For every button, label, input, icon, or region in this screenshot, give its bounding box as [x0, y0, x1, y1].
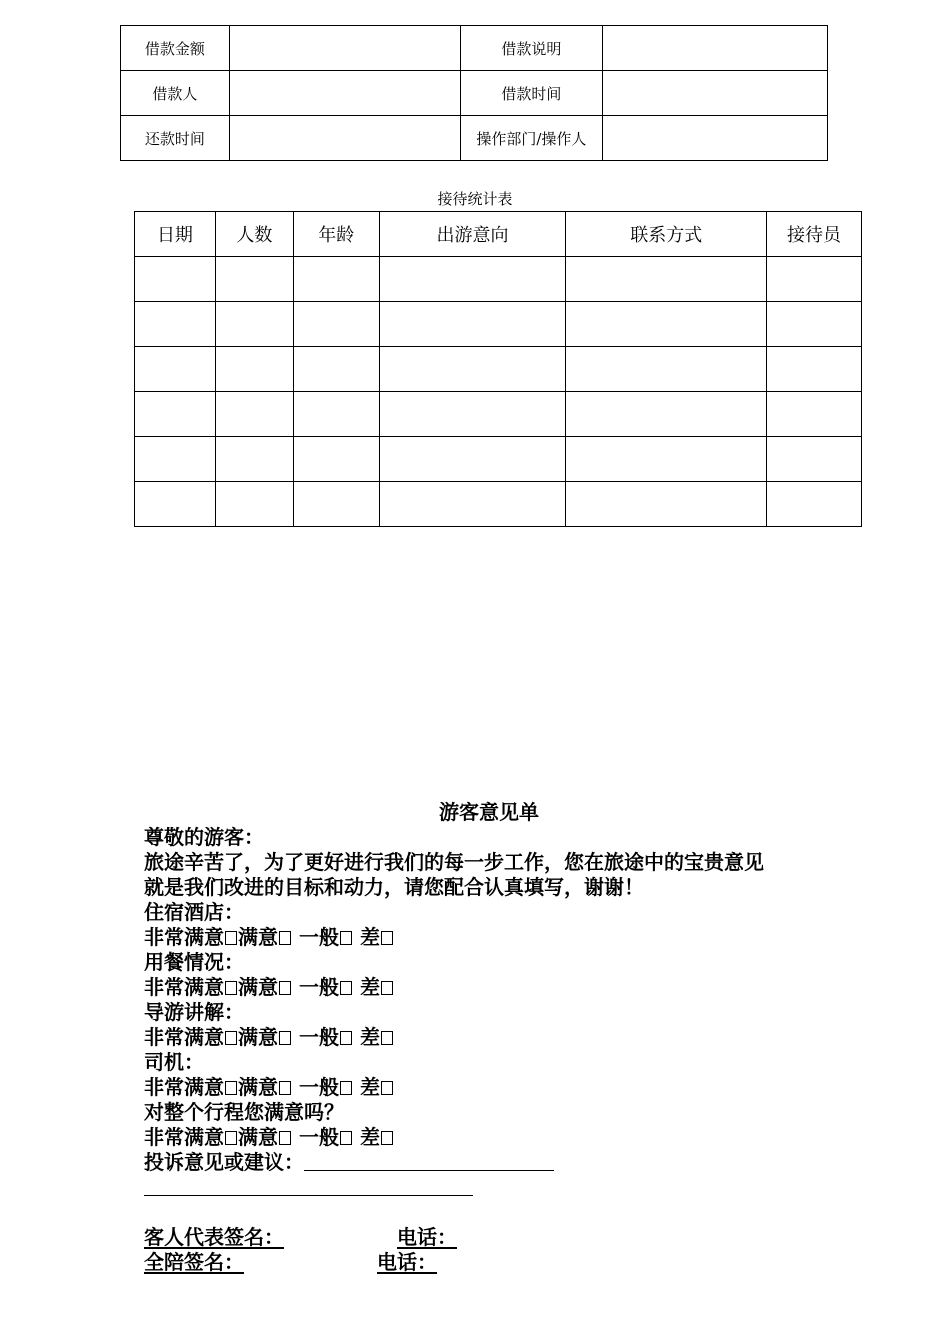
option-poor-checkbox[interactable]	[381, 981, 393, 995]
table-cell[interactable]	[767, 257, 862, 302]
option-average-checkbox[interactable]	[340, 1081, 352, 1095]
rating-options	[144, 1125, 864, 1150]
rating-options	[144, 1075, 864, 1100]
table-cell[interactable]	[767, 302, 862, 347]
table-header-row	[135, 212, 862, 257]
option-satisfied-label: 满意	[238, 975, 278, 999]
table-cell[interactable]	[215, 257, 293, 302]
table-cell[interactable]	[566, 347, 767, 392]
table-row	[135, 392, 862, 437]
table-cell[interactable]	[767, 392, 862, 437]
option-poor-label: 差	[359, 1075, 380, 1099]
table-cell[interactable]	[566, 437, 767, 482]
column-header-date: 日期	[135, 212, 216, 257]
rep-signature-input[interactable]	[284, 1226, 397, 1246]
option-average-label: 一般	[298, 925, 339, 949]
column-header-people: 人数	[215, 212, 293, 257]
table-cell[interactable]	[293, 347, 379, 392]
option-very-satisfied-label: 非常满意	[144, 1125, 224, 1149]
option-average-label: 一般	[298, 1125, 339, 1149]
option-average-checkbox[interactable]	[340, 1131, 352, 1145]
option-satisfied-checkbox[interactable]	[279, 1081, 291, 1095]
option-very-satisfied-checkbox[interactable]	[225, 1031, 237, 1045]
column-header-contact: 联系方式	[566, 212, 767, 257]
borrower-field[interactable]	[229, 71, 460, 116]
reception-table-title: 接待统计表	[437, 190, 513, 208]
table-cell[interactable]	[135, 392, 216, 437]
option-very-satisfied-label: 非常满意	[144, 1075, 224, 1099]
guide-signature-label: 全陪签名：	[144, 1250, 244, 1274]
rep-signature-label: 客人代表签名：	[144, 1225, 284, 1249]
table-cell[interactable]	[767, 347, 862, 392]
option-very-satisfied-checkbox[interactable]	[225, 981, 237, 995]
table-cell[interactable]	[135, 347, 216, 392]
borrower-label: 借款人	[121, 71, 230, 116]
feedback-form	[144, 800, 864, 1275]
option-average-label: 一般	[298, 975, 339, 999]
table-cell[interactable]	[215, 482, 293, 527]
rep-signature-row	[144, 1225, 864, 1250]
question-label: 住宿酒店：	[144, 900, 244, 924]
option-satisfied-checkbox[interactable]	[279, 981, 291, 995]
option-satisfied-label: 满意	[238, 1125, 278, 1149]
reception-table	[134, 211, 862, 527]
column-header-intent: 出游意向	[379, 212, 566, 257]
option-poor-checkbox[interactable]	[381, 931, 393, 945]
loan-amount-field[interactable]	[229, 26, 460, 71]
table-row	[135, 257, 862, 302]
table-cell[interactable]	[135, 482, 216, 527]
feedback-title: 游客意见单	[439, 800, 539, 824]
table-row	[121, 26, 828, 71]
column-header-receptionist: 接待员	[767, 212, 862, 257]
table-row	[121, 71, 828, 116]
operator-field[interactable]	[603, 116, 828, 161]
table-cell[interactable]	[135, 302, 216, 347]
table-cell[interactable]	[379, 257, 566, 302]
option-satisfied-checkbox[interactable]	[279, 931, 291, 945]
loan-amount-label: 借款金额	[121, 26, 230, 71]
table-cell[interactable]	[293, 482, 379, 527]
option-average-label: 一般	[298, 1025, 339, 1049]
phone-label: 电话：	[397, 1225, 457, 1249]
table-cell[interactable]	[215, 302, 293, 347]
option-satisfied-label: 满意	[238, 1025, 278, 1049]
operator-label: 操作部门/操作人	[460, 116, 603, 161]
rep-phone-input[interactable]	[457, 1226, 549, 1246]
repayment-time-field[interactable]	[229, 116, 460, 161]
table-row	[135, 302, 862, 347]
rating-options	[144, 975, 864, 1000]
option-very-satisfied-label: 非常满意	[144, 1025, 224, 1049]
table-cell[interactable]	[379, 347, 566, 392]
table-row	[135, 482, 862, 527]
intro-text: 就是我们改进的目标和动力，请您配合认真填写，谢谢！	[144, 875, 644, 899]
option-poor-checkbox[interactable]	[381, 1131, 393, 1145]
table-cell[interactable]	[379, 437, 566, 482]
option-poor-label: 差	[359, 1125, 380, 1149]
table-row	[135, 347, 862, 392]
table-cell[interactable]	[379, 392, 566, 437]
complaint-row	[144, 1150, 864, 1175]
table-cell[interactable]	[767, 482, 862, 527]
phone-label: 电话：	[377, 1250, 437, 1274]
table-cell[interactable]	[215, 347, 293, 392]
loan-time-label: 借款时间	[460, 71, 603, 116]
question-label: 对整个行程您满意吗？	[144, 1100, 344, 1124]
repayment-time-label: 还款时间	[121, 116, 230, 161]
option-satisfied-checkbox[interactable]	[279, 1031, 291, 1045]
table-cell[interactable]	[215, 437, 293, 482]
question-label: 用餐情况：	[144, 950, 244, 974]
loan-table	[120, 25, 828, 161]
option-poor-label: 差	[359, 925, 380, 949]
option-average-label: 一般	[298, 1075, 339, 1099]
table-cell[interactable]	[293, 392, 379, 437]
table-cell[interactable]	[135, 257, 216, 302]
option-very-satisfied-checkbox[interactable]	[225, 1131, 237, 1145]
option-satisfied-label: 满意	[238, 1075, 278, 1099]
option-average-checkbox[interactable]	[340, 931, 352, 945]
table-cell[interactable]	[293, 437, 379, 482]
option-poor-label: 差	[359, 975, 380, 999]
table-cell[interactable]	[293, 257, 379, 302]
guide-signature-row	[144, 1250, 864, 1275]
option-very-satisfied-label: 非常满意	[144, 975, 224, 999]
option-satisfied-label: 满意	[238, 925, 278, 949]
option-satisfied-checkbox[interactable]	[279, 1131, 291, 1145]
table-row	[135, 437, 862, 482]
guide-phone-input[interactable]	[437, 1251, 532, 1271]
rating-options	[144, 1025, 864, 1050]
guide-signature-input[interactable]	[244, 1251, 377, 1271]
question-label: 司机：	[144, 1050, 204, 1074]
option-very-satisfied-label: 非常满意	[144, 925, 224, 949]
loan-time-field[interactable]	[603, 71, 828, 116]
question-label: 导游讲解：	[144, 1000, 244, 1024]
greeting: 尊敬的游客：	[144, 825, 264, 849]
table-cell[interactable]	[379, 302, 566, 347]
option-average-checkbox[interactable]	[340, 1031, 352, 1045]
complaint-input-line[interactable]	[304, 1150, 554, 1171]
option-poor-checkbox[interactable]	[381, 1081, 393, 1095]
complaint-row-continued	[144, 1175, 864, 1200]
option-average-checkbox[interactable]	[340, 981, 352, 995]
loan-description-field[interactable]	[603, 26, 828, 71]
table-row	[121, 116, 828, 161]
rating-options	[144, 925, 864, 950]
table-cell[interactable]	[293, 302, 379, 347]
table-cell[interactable]	[566, 482, 767, 527]
table-cell[interactable]	[215, 392, 293, 437]
intro-text: 旅途辛苦了，为了更好进行我们的每一步工作，您在旅途中的宝贵意见	[144, 850, 764, 874]
option-poor-label: 差	[359, 1025, 380, 1049]
complaint-input-line[interactable]	[144, 1175, 473, 1196]
column-header-age: 年龄	[293, 212, 379, 257]
table-cell[interactable]	[566, 257, 767, 302]
complaint-label: 投诉意见或建议：	[144, 1150, 304, 1174]
table-cell[interactable]	[566, 392, 767, 437]
table-cell[interactable]	[767, 437, 862, 482]
option-very-satisfied-checkbox[interactable]	[225, 1081, 237, 1095]
table-cell[interactable]	[379, 482, 566, 527]
table-cell[interactable]	[135, 437, 216, 482]
table-cell[interactable]	[566, 302, 767, 347]
option-very-satisfied-checkbox[interactable]	[225, 931, 237, 945]
loan-description-label: 借款说明	[460, 26, 603, 71]
option-poor-checkbox[interactable]	[381, 1031, 393, 1045]
